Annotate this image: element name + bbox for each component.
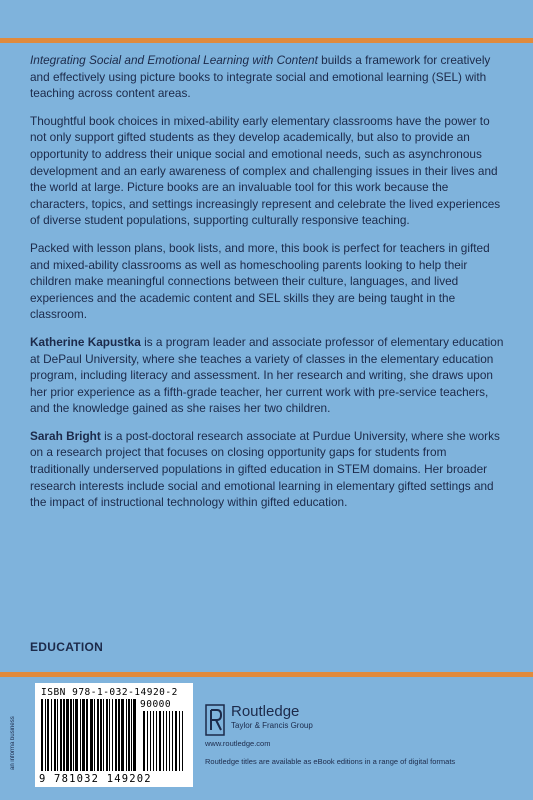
ebook-note: Routledge titles are available as eBook editions in a range of digital formats <box>205 757 456 766</box>
barcode-bar <box>70 699 72 771</box>
barcode-bar <box>66 699 69 771</box>
publisher-url: www.routledge.com <box>205 739 271 748</box>
barcode-bar <box>126 699 127 771</box>
addon-bar <box>153 711 154 771</box>
barcode-bar <box>133 699 136 771</box>
barcode-bar <box>109 699 110 771</box>
barcode-bar <box>54 699 56 771</box>
barcode-bar <box>47 699 49 771</box>
barcode-bar <box>94 699 95 771</box>
barcode-bar <box>131 699 132 771</box>
author-bio-2: Sarah Bright is a post-doctoral research associate at Purdue University, where she works on a research project that focuses on closing opportunity gaps for students from traditionally underserved populations in gifted education in STEM domains. Her broader research interests include social and emotional learning in elementary gifted settings and the impact of instructional technology within gifted education. <box>30 428 500 510</box>
barcode-bar <box>121 699 124 771</box>
publisher-group: Taylor & Francis Group <box>231 721 313 730</box>
barcode-bar <box>103 699 104 771</box>
barcode-bar <box>128 699 130 771</box>
description-paragraph-3: Packed with lesson plans, book lists, and more, this book is perfect for teachers in gifted and mixed-ability classrooms as well as homeschooling parents looking to help their children make meaningful connections between their culture, languages, and lived experiences and the academic content and SEL skills they are being taught in the classroom. <box>30 240 490 322</box>
author-name: Katherine Kapustka <box>30 334 141 349</box>
author-bio-1: Katherine Kapustka is a program leader and associate professor of elementary education at DePaul University, where she teaches a variety of classes in the elementary education program, including literacy and assessment. In her research and writing, she draws upon her prior experience as a fifth-grade teacher, her current work with pre-service teachers, and the knowledge gained as she raises her two children. <box>30 334 504 416</box>
barcode-bar <box>41 699 43 771</box>
back-cover-text <box>30 52 508 522</box>
publisher-name: Routledge <box>231 703 300 720</box>
barcode-bar <box>51 699 52 771</box>
description-paragraph-2: Thoughtful book choices in mixed-ability early elementary classrooms have the power to not only support gifted students as they develop academically, but also to provide an opportunity to address their unique social and emotional needs, such as asynchronous development and an early awareness of complex and challenging issues in their lives and the world at large. Picture books are an invaluable tool for this work because the characters, topics, and settings increasingly represent and celebrate the lived experiences of diverse student populations, supporting culturally responsive teaching. <box>30 113 501 228</box>
addon-bar <box>156 711 157 771</box>
barcode-bar <box>73 699 74 771</box>
addon-bar <box>166 711 167 771</box>
addon-bar <box>182 711 183 771</box>
barcode-bar <box>118 699 120 771</box>
barcode-bar <box>82 699 85 771</box>
barcode-bar <box>106 699 108 771</box>
addon-bar <box>163 711 164 771</box>
barcode-bar <box>115 699 117 771</box>
isbn-label: ISBN 978-1-032-14920-2 <box>41 687 178 698</box>
routledge-logo-icon <box>205 704 225 736</box>
addon-bar <box>175 711 177 771</box>
barcode-bar <box>45 699 46 771</box>
barcode-bar <box>57 699 58 771</box>
barcode-bars <box>39 699 189 773</box>
author-name: Sarah Bright <box>30 428 101 443</box>
price-addon: 90000 <box>140 699 172 710</box>
barcode-bar <box>97 699 99 771</box>
informa-imprint: an informa business <box>10 716 16 770</box>
addon-bar <box>150 711 151 771</box>
barcode-bar <box>100 699 102 771</box>
ean-digits: 9 781032 149202 <box>39 773 152 785</box>
addon-bar <box>179 711 180 771</box>
barcode <box>35 683 193 787</box>
addon-bar <box>147 711 148 771</box>
addon-bar <box>172 711 173 771</box>
barcode-bar <box>112 699 113 771</box>
top-accent-bar <box>0 38 533 43</box>
barcode-bar <box>60 699 62 771</box>
book-title: Integrating Social and Emotional Learning with Content <box>30 53 318 67</box>
addon-bar <box>143 711 145 771</box>
barcode-bar <box>75 699 78 771</box>
addon-bar <box>159 711 161 771</box>
barcode-bar <box>90 699 93 771</box>
bottom-accent-bar <box>0 672 533 677</box>
barcode-bar <box>80 699 81 771</box>
barcode-bar <box>63 699 65 771</box>
publisher-logo <box>205 702 405 742</box>
barcode-bar <box>86 699 88 771</box>
description-paragraph-1: Integrating Social and Emotional Learning with Content builds a framework for creatively and effectively using picture books to integrate social and emotional learning (SEL) with teaching across content areas. <box>30 53 491 101</box>
addon-bar <box>169 711 170 771</box>
subject-category: EDUCATION <box>30 640 104 654</box>
